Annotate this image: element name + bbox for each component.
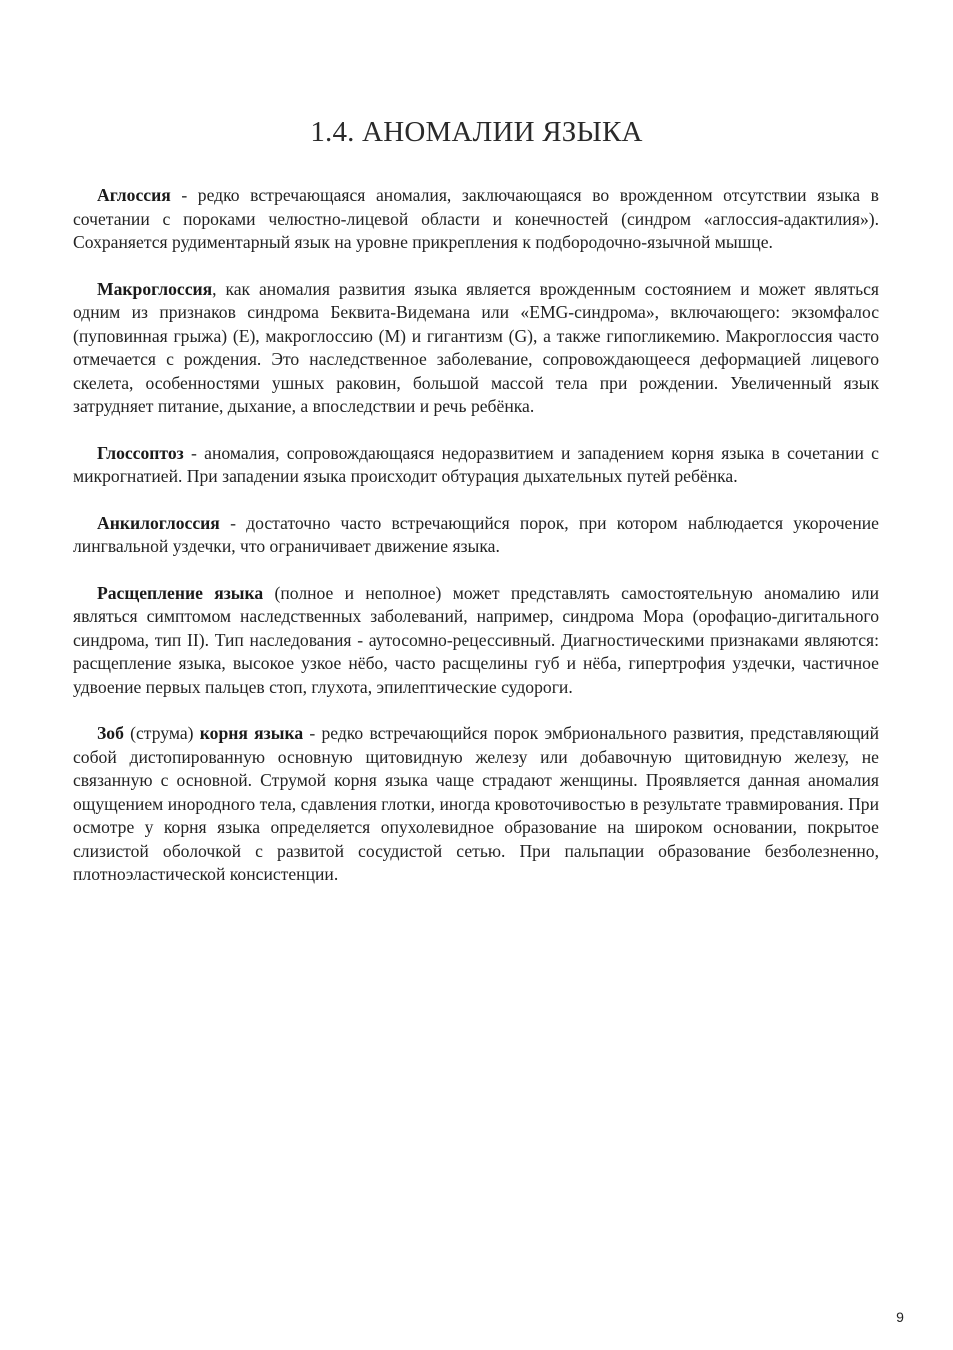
paragraph-cleft-tongue [73, 582, 879, 700]
section-body [73, 184, 879, 910]
paragraph-goiter [73, 722, 879, 887]
term-ankyloglossia: Анкилоглоссия [97, 512, 220, 533]
page-number: 9 [896, 1309, 904, 1325]
term-goiter: Зоб [97, 723, 124, 743]
term-aglossia: Аглоссия [97, 185, 171, 205]
term-goiter-root: корня языка [199, 723, 304, 743]
term-macroglossia: Макроглоссия [97, 278, 213, 299]
paragraph-ankyloglossia [73, 512, 879, 559]
text-macroglossia: , как аномалия развития языка является врожденным состоянием и может являться одним из признаков синдрома Беквита-Видемана или «EMG-синдрома», включающего: экзомфалос (пуповинная грыжа) (E), макроглоссию (M) и гигантизм (G), а также гипогликемию. Макроглоссия часто отмечается с рождения. Это наследственное заболевание, сопровождающееся деформацией лицевого скелета, особенностями ушных раковин, большой массой тела при рождении. Увеличенный язык затрудняет питание, дыхание, а впоследствии и речь ребёнка. [73, 278, 879, 416]
text-glossoptosis: - аномалия, сопровождающаяся недоразвитием и западением корня языка в сочетании с микрогнатией. При западении языка происходит обтурация дыхательных путей ребёнка. [73, 442, 879, 486]
term-glossoptosis: Глоссоптоз [97, 442, 184, 463]
paragraph-glossoptosis [73, 442, 879, 489]
section-title: 1.4. АНОМАЛИИ ЯЗЫКА [310, 116, 643, 148]
term-cleft-tongue: Расщепление языка [97, 582, 264, 603]
paragraph-macroglossia [73, 278, 879, 419]
text-aglossia: - редко встречающаяся аномалия, заключающаяся во врожденном отсутствии языка в сочетании с пороками челюстно-лицевой области и конечностей (синдром «аглоссия-адактилия»). Сохраняется рудиментарный язык на уровне прикрепления к подбородочно-язычной мышце. [73, 185, 879, 252]
text-goiter-mid: (струма) [123, 723, 200, 743]
paragraph-aglossia [73, 184, 879, 255]
text-cleft-tongue: (полное и неполное) может представлять самостоятельную аномалию или являться симптомом наследственных заболеваний, например, синдрома Мора (орофацио-дигитального синдрома, тип II). Тип наследования - аутосомно-рецессивный. Диагностическими признаками являются: расщепление языка, высокое узкое нёбо, часто расщелины губ и нёба, гипертрофия уздечки, частичное удвоение первых пальцев стоп, глухота, эпилептические судороги. [73, 582, 879, 697]
text-ankyloglossia: - достаточно часто встречающийся порок, при котором наблюдается укорочение лингвальной уздечки, что ограничивает движение языка. [73, 512, 879, 556]
text-goiter: - редко встречающийся порок эмбрионального развития, представляющий собой дистопированную основную щитовидную железу или добавочную щитовидную железу, не связанную с основной. Струмой корня языка чаще страдают женщины. Проявляется данная аномалия ощущением инородного тела, сдавления глотки, иногда кровоточивостью в результате травмирования. При осмотре у корня языка определяется опухолевидное образование на широком основании, покрытое слизистой оболочкой с развитой сосудистой сетью. При пальпации образование безболезненно, плотноэластической консистенции. [73, 723, 879, 884]
